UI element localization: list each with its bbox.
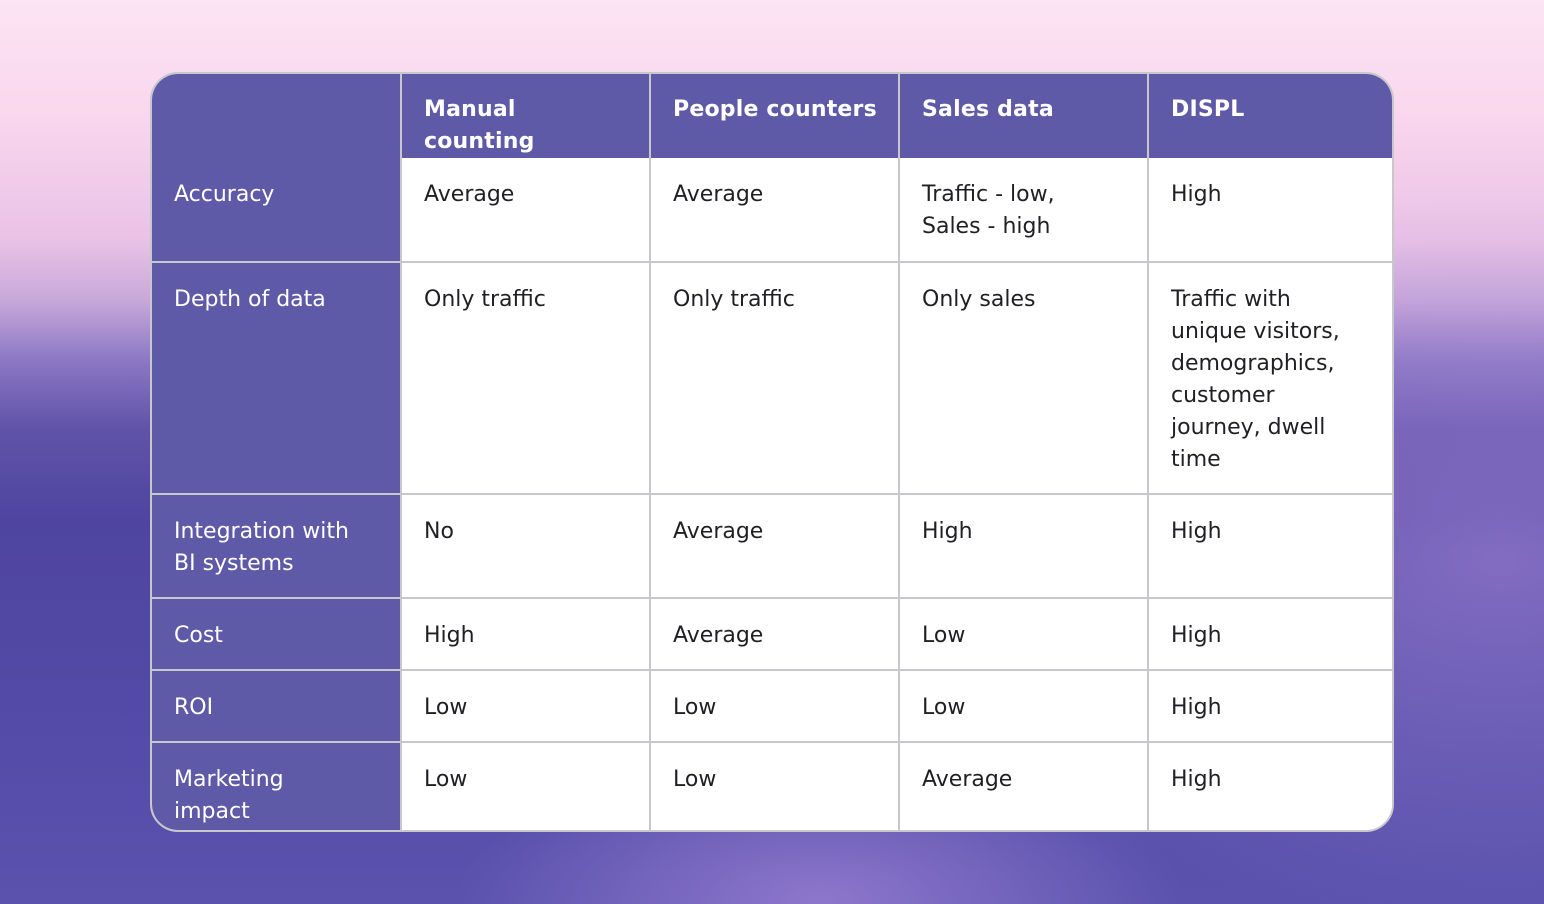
table-cell: Average [899,742,1148,832]
table-row-integration [152,494,1394,598]
table-row-cost [152,598,1394,670]
table-cell: Low [401,670,650,742]
table-cell: High [1148,158,1394,262]
row-label-cost: Cost [152,598,401,670]
table-header-row [152,74,1394,158]
table-cell: Low [899,598,1148,670]
row-label-depth-of-data: Depth of data [152,262,401,494]
table-cell: High [1148,494,1394,598]
table-row-accuracy [152,158,1394,262]
table-cell: Traffic - low, Sales - high [899,158,1148,262]
table-cell: Low [650,670,899,742]
table-cell: High [1148,742,1394,832]
row-label-integration: Integration with BI systems [152,494,401,598]
table-cell: Only traffic [401,262,650,494]
row-label-marketing-impact: Marketing impact [152,742,401,832]
table-row-depth-of-data [152,262,1394,494]
row-label-roi: ROI [152,670,401,742]
header-corner-cell [152,74,401,158]
row-label-accuracy: Accuracy [152,158,401,262]
table-cell: High [401,598,650,670]
table-cell: Average [650,494,899,598]
table-cell: Only sales [899,262,1148,494]
table-cell: High [1148,598,1394,670]
table-cell: Low [650,742,899,832]
table-cell: High [899,494,1148,598]
table-cell: Only traffic [650,262,899,494]
table-cell: Average [650,158,899,262]
header-cell-manual-counting: Manual counting [401,74,650,158]
header-cell-sales-data: Sales data [899,74,1148,158]
header-cell-people-counters: People counters [650,74,899,158]
table-cell: Average [650,598,899,670]
table-cell: No [401,494,650,598]
table-cell: High [1148,670,1394,742]
table-row-marketing-impact [152,742,1394,832]
table-cell: Average [401,158,650,262]
table-cell: Low [899,670,1148,742]
table-cell: Traffic with unique visitors, demographics, customer journey, dwell time [1148,262,1394,494]
table-row-roi [152,670,1394,742]
comparison-table-card [150,72,1394,832]
header-cell-displ: DISPL [1148,74,1394,158]
comparison-table [152,74,1394,832]
table-cell: Low [401,742,650,832]
